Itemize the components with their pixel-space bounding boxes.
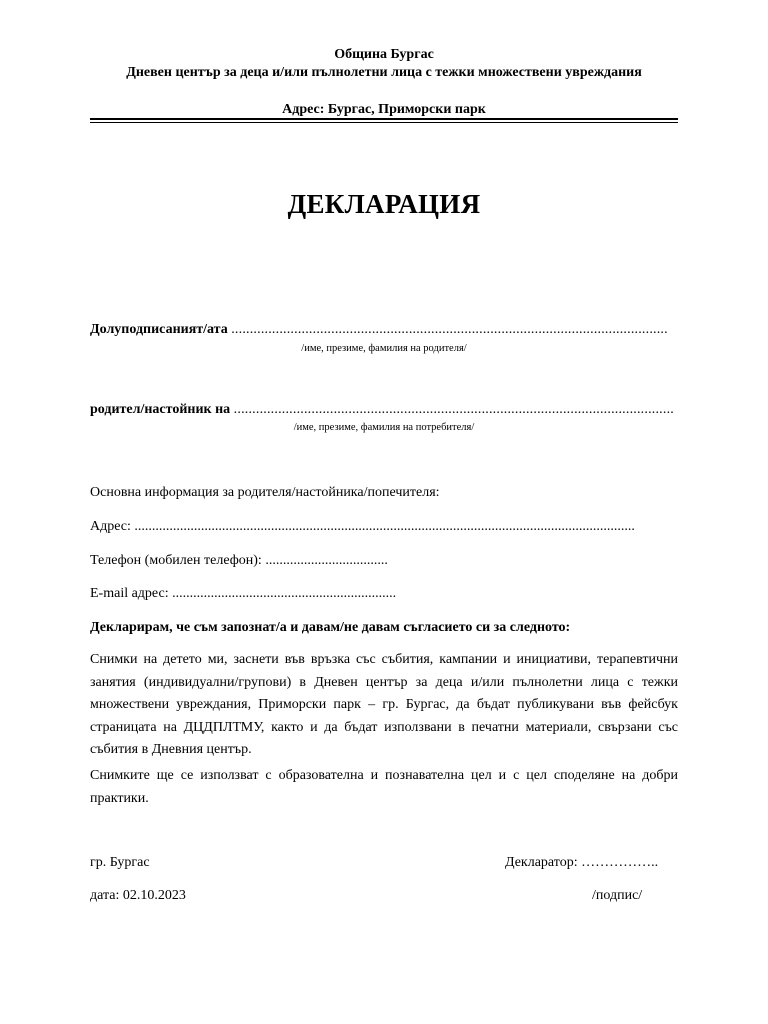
municipality-name: Община Бургас xyxy=(334,47,434,62)
document-title: ДЕКЛАРАЦИЯ xyxy=(287,189,481,219)
header-rule-thin xyxy=(90,122,678,123)
undersigned-dots: ...................................................................................................................... xyxy=(231,322,668,337)
guardian-label: родител/настойник на xyxy=(90,402,231,417)
guardian-field xyxy=(90,402,678,418)
email-line: E-mail адрес: ................................................................ xyxy=(90,586,397,601)
date: дата: 02.10.2023 xyxy=(90,888,186,903)
undersigned-hint: /име, презиме, фамилия на родителя/ xyxy=(301,343,467,354)
center-name: Дневен център за деца и/или пълнолетни лица с тежки множествени увреждания xyxy=(126,65,642,80)
undersigned-label: Долуподписаният/ата xyxy=(90,322,228,337)
declarant-line: Декларатор: …………….. xyxy=(505,855,659,870)
contact-intro: Основна информация за родителя/настойника/попечителя: xyxy=(90,485,440,500)
purpose-paragraph: Снимките ще се използват с образователна и познавателна цел и с цел споделяне на добри практики. xyxy=(90,768,678,806)
city: гр. Бургас xyxy=(90,855,150,870)
consent-paragraph: Снимки на детето ми, заснети във връзка със събития, кампании и инициативи, терапевтични занятия (индивидуални/групови) в Дневен център за деца и/или пълнолетни лица с тежки множествени увреждания, Приморски парк – гр. Бургас, да бъдат публикувани във фейсбук страницата на ДЦДПЛТМУ, както и да бъдат използвани в печатни материали, свързани със събития в Дневния център. xyxy=(90,652,678,757)
header-address: Адрес: Бургас, Приморски парк xyxy=(282,102,486,117)
undersigned-field xyxy=(90,322,678,338)
declaration-statement: Декларирам, че съм запознат/а и давам/не давам съгласието си за следното: xyxy=(90,620,571,635)
signature-hint: /подпис/ xyxy=(592,888,643,903)
phone-line: Телефон (мобилен телефон): ................................... xyxy=(90,553,388,568)
address-line: Адрес: ............................................................................................................................................... xyxy=(90,519,635,534)
header-rule-thick xyxy=(90,118,678,120)
guardian-dots: ....................................................................................................................... xyxy=(233,402,674,417)
guardian-hint: /име, презиме, фамилия на потребителя/ xyxy=(293,422,475,433)
